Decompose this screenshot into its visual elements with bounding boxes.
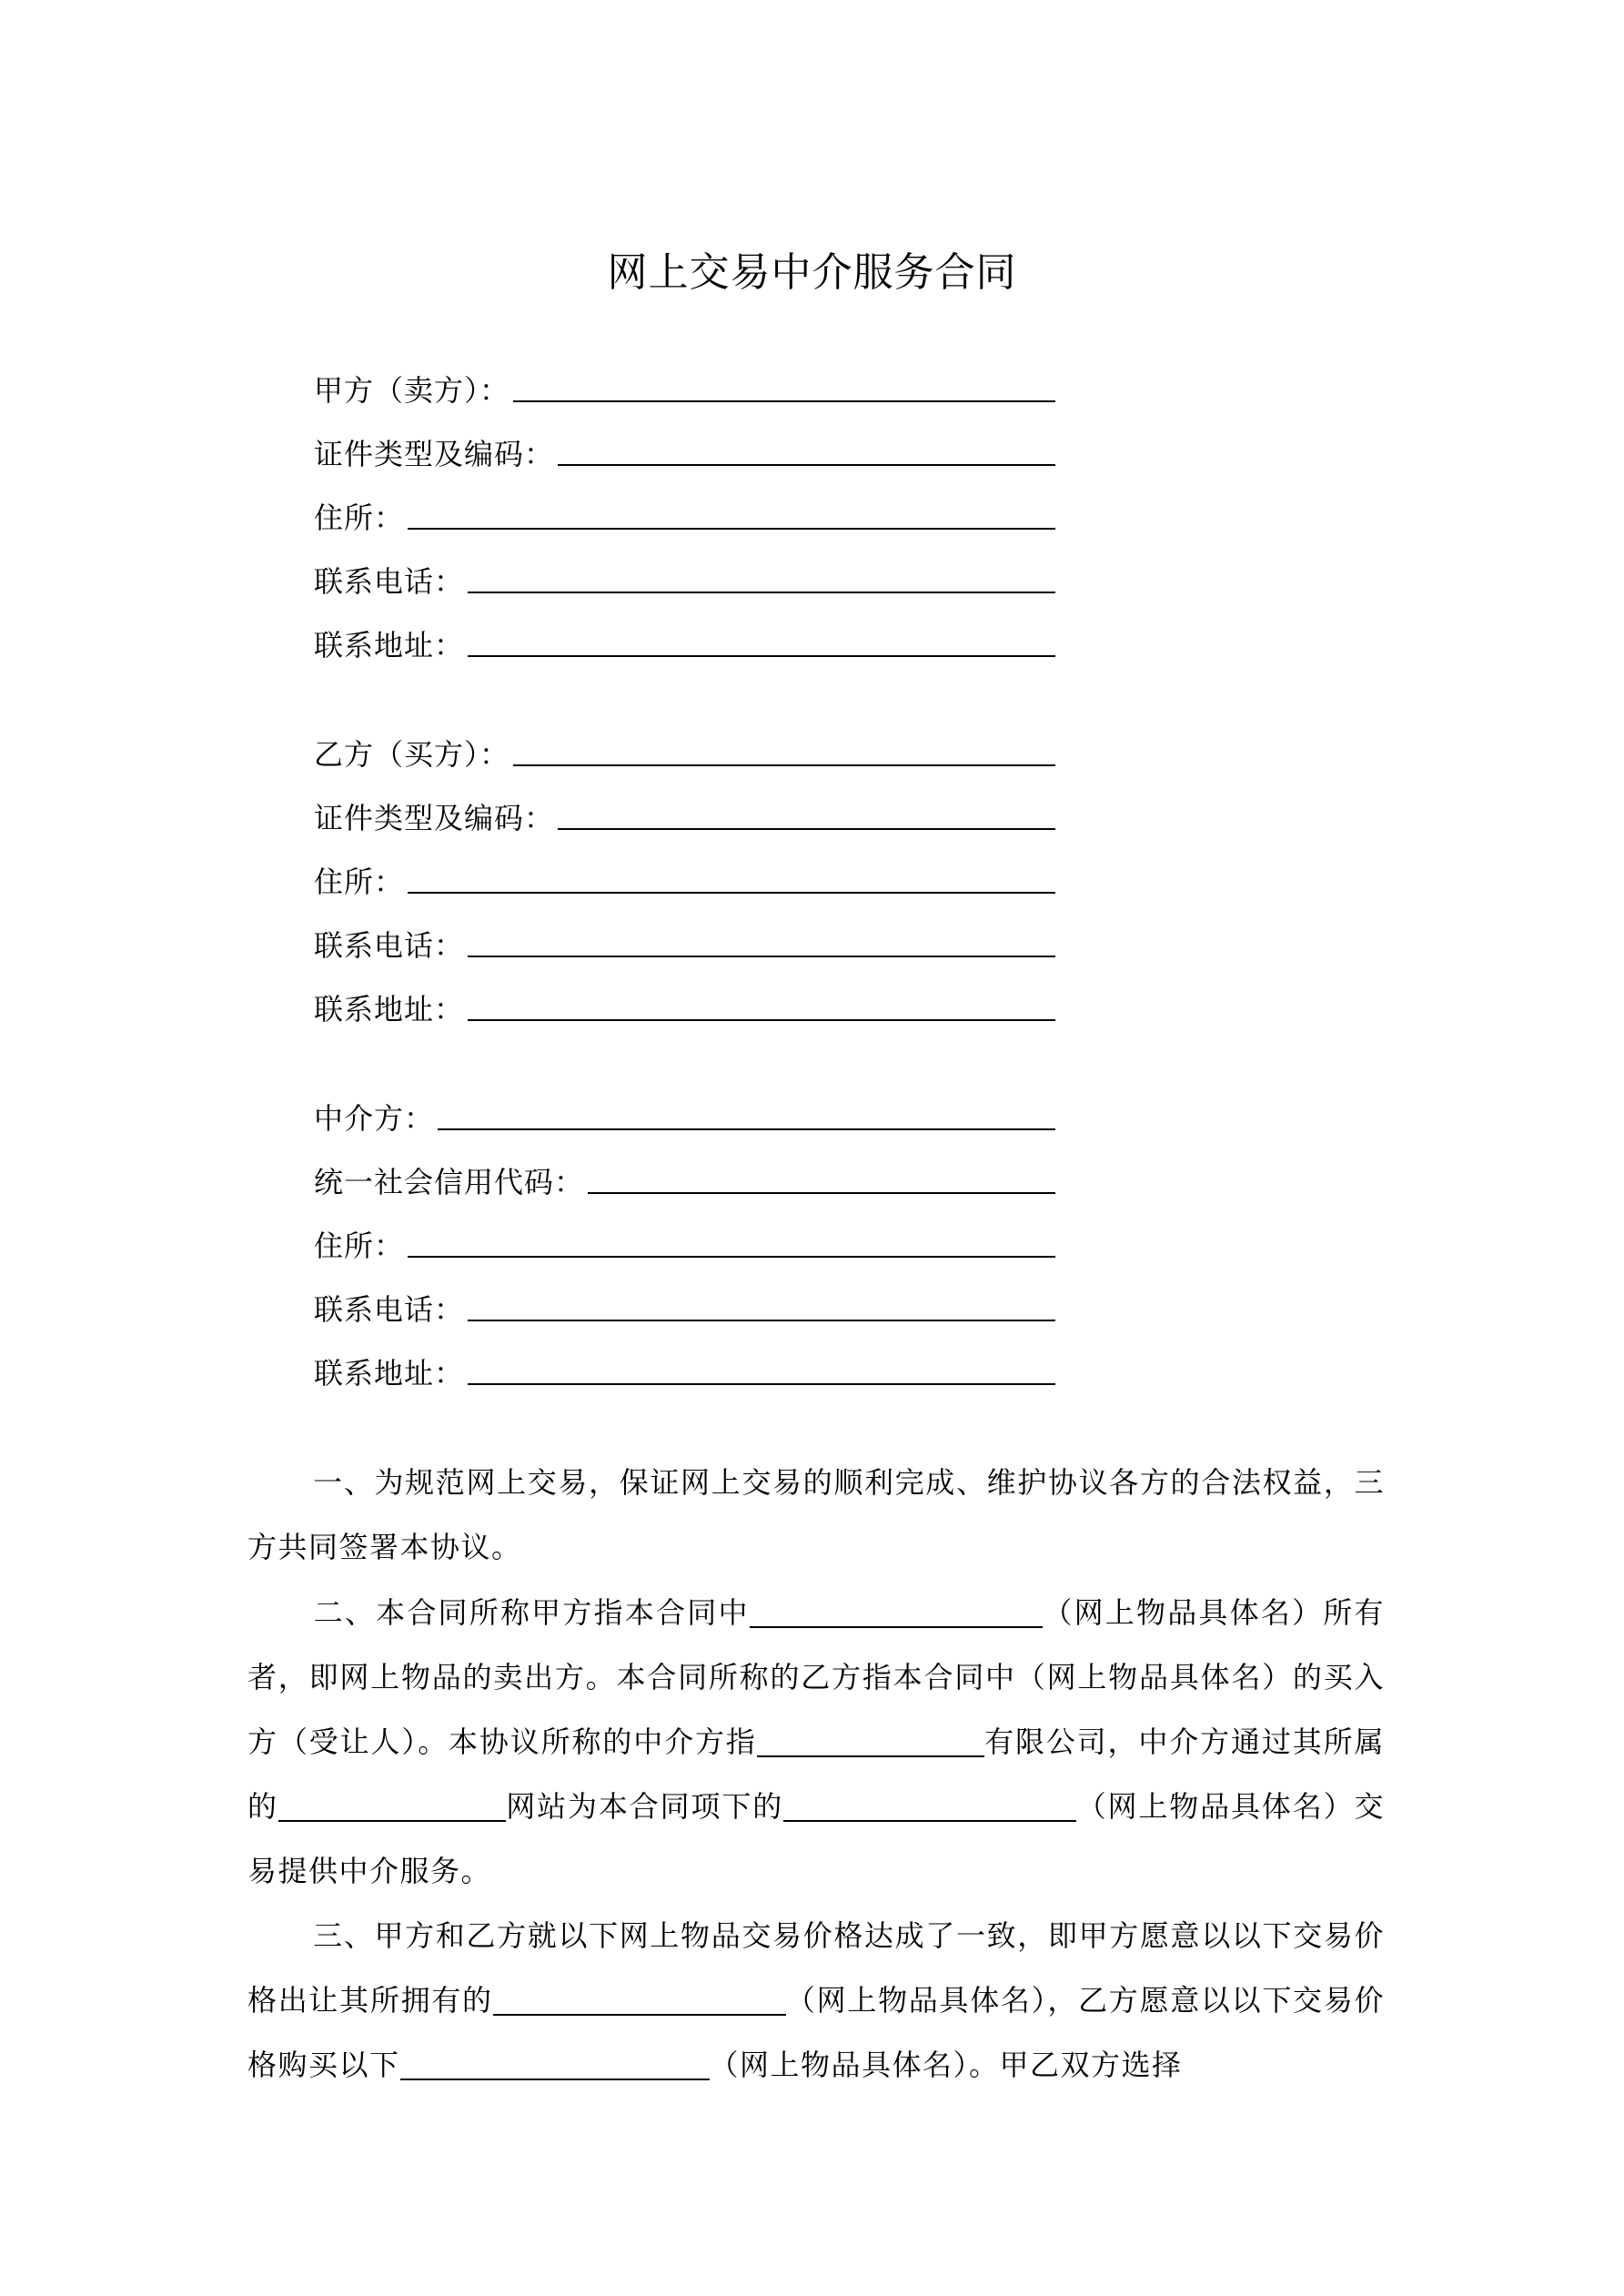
clause-2-text-a: 二、本合同所称甲方指本合同中 [313,1595,750,1630]
party-a-address-blank[interactable] [408,502,1055,530]
party-a-contact-address-blank[interactable] [468,630,1055,657]
party-b-phone-field [314,925,1055,966]
party-a-phone-label: 联系电话： [314,564,465,599]
party-b-name-field [314,733,1055,775]
party-b-address-field [314,861,1055,903]
intermediary-address-label: 住所： [314,1229,405,1263]
party-b-id-field [314,797,1055,839]
party-b-id-label: 证件类型及编码： [314,801,555,835]
clause-1-text: 一、为规范网上交易，保证网上交易的顺利完成、维护协议各方的合法权益，三方共同签署本协议。 [247,1465,1385,1564]
party-b-phone-label: 联系电话： [314,928,465,963]
intermediary-name-field [314,1097,1055,1139]
party-b-phone-blank[interactable] [468,930,1055,957]
intermediary-contact-address-label: 联系地址： [314,1356,465,1391]
clause-2-text-c: 有限公司，中介方通过其所属的 [247,1725,1385,1824]
party-a-name-label: 甲方（卖方）： [314,373,510,408]
intermediary-phone-blank[interactable] [468,1294,1055,1321]
party-b-name-blank[interactable] [513,739,1055,766]
clause-3-text-a: 三、甲方和乙方就以下网上物品交易价格达成了一致，即甲方愿意以以下交易价格出让其所拥有的 [247,1918,1385,2018]
intermediary-contact-address-blank[interactable] [468,1358,1055,1385]
document-title: 网上交易中介服务合同 [607,249,1017,296]
item-name-blank-2[interactable] [783,1789,1076,1822]
clause-1 [247,1451,1385,1580]
party-b-contact-address-blank[interactable] [468,994,1055,1021]
intermediary-address-field [314,1225,1055,1267]
party-a-contact-address-field [314,624,1055,666]
party-a-name-field [314,369,1055,411]
party-a-address-label: 住所： [314,501,405,535]
intermediary-phone-field [314,1289,1055,1330]
clause-2-text-d: 网站为本合同项下的 [505,1789,784,1824]
clause-3-text-c: （网上物品具体名）。甲乙双方选择 [709,2048,1183,2082]
intermediary-credit-code-blank[interactable] [588,1167,1055,1194]
party-b-address-label: 住所： [314,865,405,899]
party-b-address-blank[interactable] [408,866,1055,894]
item-name-blank-4[interactable] [400,2048,710,2080]
party-a-id-field [314,433,1055,475]
intermediary-address-blank[interactable] [408,1230,1055,1258]
party-b-id-blank[interactable] [558,803,1055,830]
party-a-contact-address-label: 联系地址： [314,628,465,663]
intermediary-credit-code-field [314,1161,1055,1203]
intermediary-phone-label: 联系电话： [314,1292,465,1327]
party-a-name-blank[interactable] [513,375,1055,402]
party-a-phone-field [314,561,1055,602]
clause-3-text-b: （网上物品具体名），乙方愿意以以下交易价格购买以下 [247,1983,1385,2082]
intermediary-company-blank[interactable] [757,1725,984,1757]
clause-3 [247,1904,1385,2098]
party-a-address-field [314,497,1055,539]
item-name-blank-1[interactable] [750,1595,1043,1628]
clause-2-text-b: （网上物品具体名）所有者，即网上物品的卖出方。本合同所称的乙方指本合同中（网上物品具体名）的买入方（受让人）。本协议所称的中介方指 [247,1595,1385,1759]
item-name-blank-3[interactable] [493,1983,786,2016]
clause-2 [247,1581,1385,1904]
website-name-blank[interactable] [278,1789,506,1822]
intermediary-contact-address-field [314,1352,1055,1394]
party-b-contact-address-label: 联系地址： [314,992,465,1027]
party-a-phone-blank[interactable] [468,566,1055,593]
party-b-name-label: 乙方（买方）： [314,737,510,772]
intermediary-name-blank[interactable] [438,1103,1055,1130]
clause-2-text-e: （网上物品具体名）交易提供中介服务。 [247,1789,1385,1888]
party-a-id-blank[interactable] [558,439,1055,466]
intermediary-credit-code-label: 统一社会信用代码： [314,1165,585,1199]
party-b-contact-address-field [314,988,1055,1030]
intermediary-name-label: 中介方： [314,1101,435,1136]
party-a-id-label: 证件类型及编码： [314,437,555,471]
